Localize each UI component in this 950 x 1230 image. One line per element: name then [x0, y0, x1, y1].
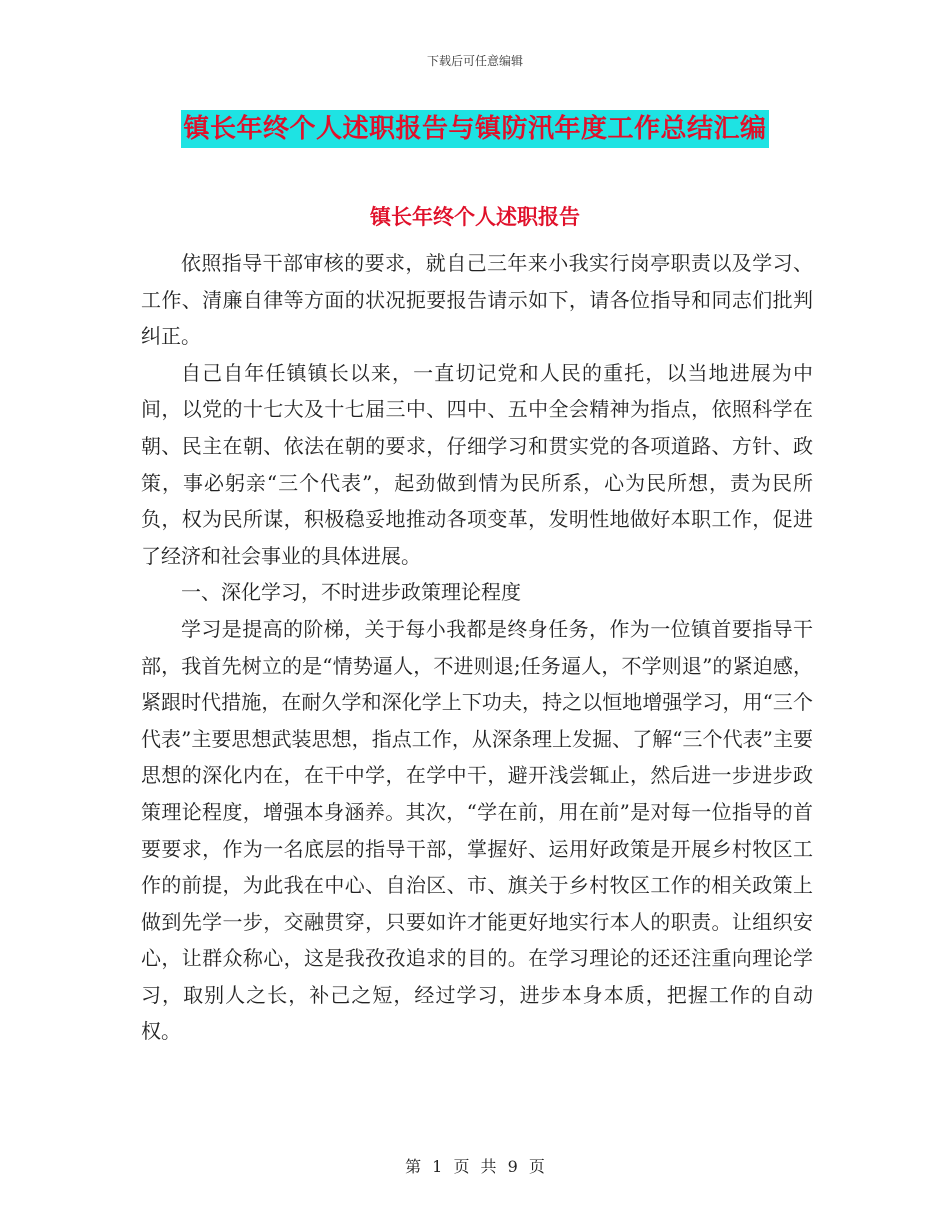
document-title: 镇长年终个人述职报告与镇防汛年度工作总结汇编: [181, 110, 768, 148]
page-header-note: 下载后可任意编辑: [426, 54, 523, 68]
paragraph: 自己自年任镇镇长以来，一直切记党和人民的重托，以当地进展为中间，以党的十七大及十七届三中、四中、五中全会精神为指点，依照科学在朝、民主在朝、依法在朝的要求，仔细学习和贯实党的各项道路、方针、政策，事必躬亲“三个代表”，起劲做到情为民所系，心为民所想，责为民所负，权为民所谋，积极稳妥地推动各项变革，发明性地做好本职工作，促进了经济和社会事业的具体进展。: [141, 360, 813, 568]
document-body: [141, 245, 813, 1050]
section-heading: 一、深化学习，不时进步政策理论程度: [181, 580, 521, 605]
paragraph: 依照指导干部审核的要求，就自己三年来小我实行岗亭职责以及学习、工作、清廉自律等方面的状况扼要报告请示如下，请各位指导和同志们批判纠正。: [141, 251, 813, 349]
document-title-container: [0, 110, 950, 148]
paragraph: 学习是提高的阶梯，关于每小我都是终身任务，作为一位镇首要指导干部，我首先树立的是“情势逼人，不进则退;任务逼人，不学则退”的紧迫感，紧跟时代措施，在耐久学和深化学上下功夫，持之以恒地增强学习，用“三个代表”主要思想武装思想，指点工作，从深条理上发掘、了解“三个代表”主要思想的深化内在，在干中学，在学中干，避开浅尝辄止，然后进一步进步政策理论程度，增强本身涵养。其次，“学在前，用在前”是对每一位指导的首要要求，作为一名底层的指导干部，掌握好、运用好政策是开展乡村牧区工作的前提，为此我在中心、自治区、市、旗关于乡村牧区工作的相关政策上做到先学一步，交融贯穿，只要如许才能更好地实行本人的职责。让组织安心，让群众称心，这是我孜孜追求的目的。在学习理论的还还注重向理论学习，取别人之长，补己之短，经过学习，进步本身本质，把握工作的自动权。: [141, 616, 813, 1044]
section-title: 镇长年终个人述职报告: [370, 204, 580, 229]
page-number: 第 1 页 共 9 页: [405, 1157, 545, 1176]
